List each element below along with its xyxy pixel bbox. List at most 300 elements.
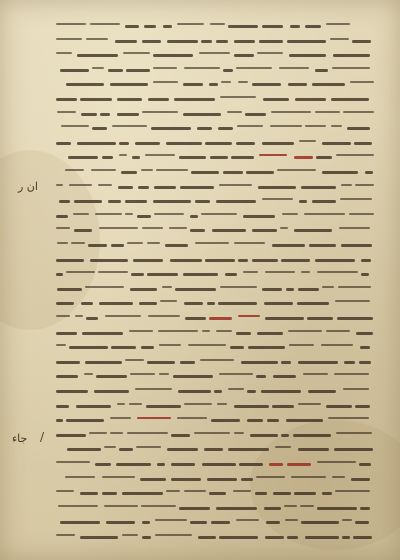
ink-stroke [125,213,133,215]
ink-stroke [117,98,142,101]
ink-stroke [121,171,137,174]
ink-stroke [154,213,184,215]
script-line [56,120,374,135]
ink-stroke [315,111,340,113]
ink-stroke [159,344,181,346]
ink-stroke [119,142,129,145]
ink-stroke [142,536,151,539]
ink-stroke [122,534,138,536]
ink-stroke [223,171,243,174]
ink-stroke [141,505,176,507]
ink-stroke [303,373,328,375]
ink-stroke [104,505,138,507]
ink-stroke [326,405,352,408]
ink-stroke [147,273,178,276]
ink-stroke [211,521,230,524]
ink-stroke [153,54,193,57]
ink-stroke [200,359,234,361]
ink-stroke [130,288,157,291]
ink-stroke [247,390,256,393]
ink-stroke [351,478,370,481]
ink-stroke [256,375,266,378]
ink-stroke [230,346,244,349]
ink-stroke [129,330,153,332]
ink-stroke [225,273,237,276]
ink-stroke [211,419,240,422]
ink-stroke [178,390,211,393]
ink-stroke [257,332,283,335]
ink-stroke [142,521,150,524]
ink-stroke [326,330,350,332]
ink-stroke [167,448,198,451]
ink-stroke [210,23,225,25]
ink-stroke [291,476,326,478]
ink-stroke [266,521,280,524]
ink-stroke [130,373,155,375]
ink-stroke [179,156,206,159]
ink-stroke [361,273,369,276]
ink-stroke [166,142,202,145]
ink-stroke [210,156,228,159]
ink-stroke [356,332,373,335]
ink-stroke [60,69,89,72]
ink-stroke [220,286,257,288]
ink-stroke [194,432,230,434]
ink-stroke [332,476,345,478]
margin-note-lower: جاء [12,432,28,445]
ink-stroke [265,536,284,539]
ink-stroke [56,405,69,408]
ink-stroke [212,229,246,232]
ink-stroke [67,448,101,451]
ink-stroke [252,259,278,262]
script-line [56,76,374,91]
ink-stroke [197,127,212,130]
ink-stroke [153,200,191,203]
ink-stroke [56,227,70,229]
script-line [56,149,374,164]
script-line [56,91,374,106]
ink-stroke [277,169,316,171]
ink-stroke [171,434,190,437]
ink-stroke [126,69,150,72]
ink-stroke [352,40,371,43]
ink-stroke [264,302,293,305]
ink-stroke [347,127,370,130]
ink-stroke [298,448,329,451]
ink-stroke [145,154,175,156]
ink-stroke [68,156,98,159]
script-line [56,500,374,515]
ink-stroke [80,492,98,495]
ink-stroke [117,113,139,116]
ink-stroke [85,361,122,364]
ink-stroke [199,52,230,54]
manuscript-text-block [56,18,374,544]
ink-stroke [209,492,226,495]
ink-stroke [326,23,350,25]
ink-stroke [316,156,332,159]
ink-stroke [56,98,77,101]
ink-stroke [270,125,302,127]
ink-stroke [105,315,141,317]
ink-stroke [123,52,150,54]
ink-stroke [104,446,116,448]
script-line [56,310,374,325]
ink-stroke [92,67,104,69]
ink-stroke [243,215,275,218]
ink-stroke [361,259,371,262]
ink-stroke [218,127,233,130]
ink-stroke [74,200,102,203]
ink-stroke [304,213,345,215]
ink-stroke [332,67,370,69]
ink-stroke [117,403,125,405]
ink-stroke [245,113,266,116]
ink-stroke [174,98,215,101]
ink-stroke [205,259,235,262]
ink-stroke [344,361,355,364]
ink-stroke [80,536,118,539]
ink-stroke [234,432,244,434]
ink-stroke [108,69,123,72]
ink-stroke [142,40,161,43]
ink-stroke [236,142,255,145]
ink-stroke [340,198,372,200]
ink-stroke [125,359,144,361]
ink-stroke [201,213,237,215]
ink-stroke [295,98,326,101]
ink-stroke [133,259,163,262]
ink-stroke [202,463,236,466]
ink-stroke [92,127,107,130]
ink-stroke [233,490,251,492]
ink-stroke [360,507,370,510]
ink-stroke [223,69,233,72]
ink-stroke [84,373,93,375]
script-line [56,208,374,223]
ink-stroke [56,23,86,25]
ink-stroke [56,344,66,346]
ink-stroke [216,330,232,332]
ink-stroke [82,332,123,335]
ink-stroke [132,156,140,159]
ink-stroke [265,317,304,320]
ink-stroke [252,83,281,86]
ink-stroke [350,81,374,83]
ink-stroke [286,419,323,422]
ink-stroke [359,361,371,364]
ink-stroke [112,125,147,127]
ink-stroke [342,536,350,539]
ink-stroke [119,448,133,451]
ink-stroke [238,81,248,83]
ink-stroke [202,330,210,332]
ink-stroke [236,332,251,335]
script-line [56,485,374,500]
ink-stroke [165,244,188,247]
ink-stroke [301,521,339,524]
ink-stroke [71,242,85,244]
margin-arrow-icon: / [40,430,45,444]
ink-stroke [184,403,212,405]
ink-stroke [180,361,195,364]
ink-stroke [56,461,90,463]
ink-stroke [317,271,358,273]
ink-stroke [137,215,151,218]
ink-stroke [86,317,98,320]
ink-stroke [262,142,294,145]
ink-stroke [119,154,127,156]
ink-stroke [365,171,373,174]
ink-stroke [155,519,187,521]
ink-stroke [94,390,129,393]
ink-stroke [338,286,371,288]
script-line [56,33,374,48]
script-line [56,354,374,369]
ink-stroke [155,534,192,536]
ink-stroke [261,390,301,393]
ink-stroke [185,317,206,320]
ink-stroke [86,38,108,40]
ink-stroke [322,171,358,174]
ink-stroke [56,332,77,335]
ink-stroke [158,330,198,332]
ink-stroke [300,505,314,507]
ink-stroke [153,81,178,83]
ink-stroke [98,184,112,186]
ink-stroke [198,536,216,539]
ink-stroke [288,83,307,86]
ink-stroke [343,388,369,390]
ink-stroke [219,184,252,186]
ink-stroke [272,244,305,247]
ink-stroke [288,330,322,332]
ink-stroke [190,229,205,232]
ink-stroke [299,140,316,142]
script-line [56,295,374,310]
ink-stroke [255,492,267,495]
ink-stroke [81,302,93,305]
ink-stroke [243,271,258,273]
ink-stroke [57,111,76,113]
ink-stroke [258,186,296,189]
ink-stroke [135,388,172,390]
ink-stroke [131,273,144,276]
ink-stroke [179,507,210,510]
ink-stroke [287,536,298,539]
ink-stroke [294,229,332,232]
ink-stroke [322,286,334,288]
ink-stroke [205,142,232,145]
script-line [56,398,374,413]
ink-stroke [116,463,151,466]
ink-stroke [236,67,272,69]
ink-stroke [125,200,147,203]
ink-stroke [298,288,319,291]
ink-stroke [287,40,326,43]
ink-stroke [217,403,227,405]
ink-stroke [353,536,372,539]
ink-stroke [195,200,210,203]
ink-stroke [301,271,310,273]
ink-stroke [262,288,282,291]
ink-stroke [110,432,123,434]
ink-stroke [95,213,122,215]
ink-stroke [80,98,112,101]
ink-stroke [56,490,74,492]
ink-stroke [129,403,142,405]
ink-stroke [349,213,374,215]
ink-stroke [252,229,277,232]
ink-stroke [238,315,260,317]
script-line [56,135,374,150]
ink-stroke [166,490,180,492]
ink-stroke [127,432,168,434]
ink-stroke [96,375,127,378]
script-line [56,252,374,267]
ink-stroke [204,448,223,451]
ink-stroke [56,184,63,186]
ink-stroke [299,200,307,203]
script-line [56,164,374,179]
ink-stroke [56,302,74,305]
ink-stroke [219,536,258,539]
script-line [56,325,374,340]
ink-stroke [273,492,291,495]
ink-stroke [91,169,116,171]
ink-stroke [262,198,293,200]
ink-stroke [234,54,254,57]
ink-stroke [355,405,370,408]
ink-stroke [76,405,111,408]
ink-stroke [163,25,172,28]
ink-stroke [334,448,373,451]
ink-stroke [281,434,289,437]
ink-stroke [56,259,84,262]
ink-stroke [137,417,171,419]
ink-stroke [183,113,221,116]
ink-stroke [263,98,289,101]
ink-stroke [135,142,160,145]
ink-stroke [90,259,128,262]
ink-stroke [177,417,207,419]
ink-stroke [360,346,370,349]
ink-stroke [355,184,374,186]
ink-stroke [209,317,232,320]
ink-stroke [271,111,311,113]
ink-stroke [250,434,278,437]
ink-stroke [355,521,369,524]
ink-stroke [315,69,328,72]
ink-stroke [262,25,283,28]
ink-stroke [341,244,372,247]
ink-stroke [144,25,156,28]
ink-stroke [343,111,374,113]
ink-stroke [99,227,138,229]
ink-stroke [100,113,110,116]
ink-stroke [239,463,263,466]
ink-stroke [290,25,300,28]
ink-stroke [56,215,68,218]
ink-stroke [247,419,263,422]
ink-stroke [342,519,352,521]
ink-stroke [257,52,283,54]
ink-stroke [328,417,369,419]
ink-stroke [216,507,257,510]
ink-stroke [333,54,370,57]
ink-stroke [102,476,135,478]
script-line [56,471,374,486]
ink-stroke [227,111,242,113]
ink-stroke [148,98,169,101]
ink-stroke [56,361,80,364]
script-line [56,412,374,427]
ink-stroke [195,242,229,244]
ink-stroke [289,54,326,57]
ink-stroke [305,536,339,539]
ink-stroke [58,505,98,507]
ink-stroke [175,288,216,291]
ink-stroke [148,315,180,317]
ink-stroke [88,244,107,247]
ink-stroke [209,83,218,86]
ink-stroke [171,463,195,466]
ink-stroke [56,273,63,276]
ink-stroke [285,519,298,521]
script-line [56,383,374,398]
script-line [56,441,374,456]
ink-stroke [56,38,82,40]
ink-stroke [66,83,104,86]
ink-stroke [102,492,117,495]
ink-stroke [297,302,329,305]
ink-stroke [146,405,181,408]
ink-stroke [322,142,351,145]
ink-stroke [359,463,371,466]
ink-stroke [201,40,212,43]
ink-stroke [69,346,108,349]
ink-stroke [98,271,128,273]
ink-stroke [184,67,220,69]
script-line [56,514,374,529]
ink-stroke [111,244,124,247]
ink-stroke [281,259,310,262]
ink-stroke [335,490,370,492]
ink-stroke [339,227,370,229]
script-line [56,47,374,62]
ink-stroke [241,361,278,364]
ink-stroke [141,346,154,349]
ink-stroke [125,25,139,28]
ink-stroke [317,461,356,463]
ink-stroke [139,302,157,305]
ink-stroke [66,271,95,273]
ink-stroke [321,344,353,346]
ink-stroke [110,83,148,86]
ink-stroke [331,98,369,101]
ink-stroke [336,432,372,434]
ink-stroke [102,156,113,159]
script-line [56,281,374,296]
ink-stroke [56,390,88,393]
ink-stroke [281,361,291,364]
ink-stroke [315,259,355,262]
ink-stroke [56,375,78,378]
ink-stroke [287,463,311,466]
script-line [56,193,374,208]
script-line [56,529,374,544]
